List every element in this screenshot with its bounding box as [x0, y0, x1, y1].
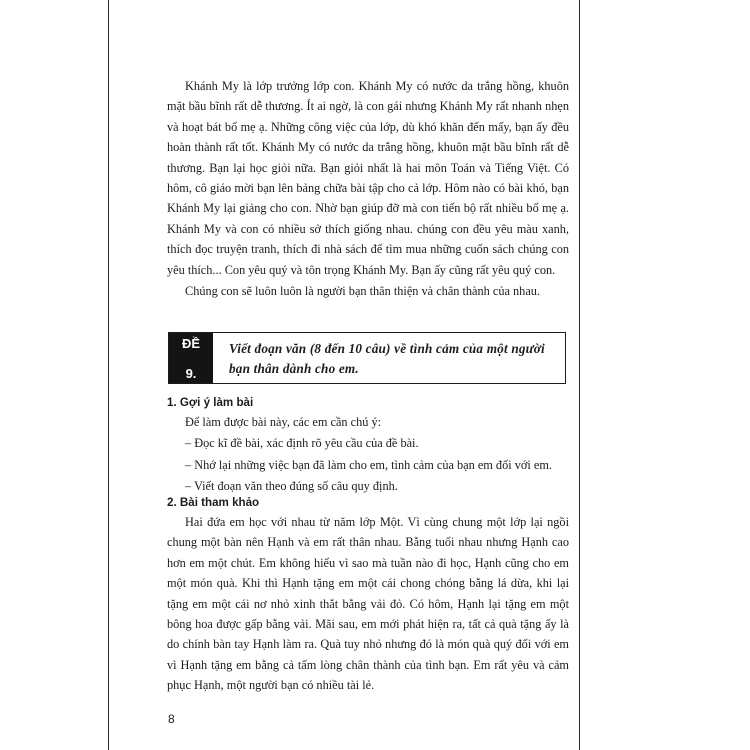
- page-number: 8: [168, 712, 175, 726]
- reference-paragraph: Hai đứa em học với nhau từ năm lớp Một. Vì cùng chung một lớp lại ngồi chung một bàn nên Hạnh và em rất thân nhau. Bằng tuổi nhau nhưng Hạnh cao hơn em một chút. Em không hiểu vì sao mà tuần nào đi học, Hạnh cũng cho em một món quà. Khi thì Hạnh tặng em một cái chong chóng bằng lá dừa, khi lại tặng em một cái nơ nhỏ xinh thắt bằng vải đỏ. Có hôm, Hạnh lại tặng em một bông hoa được gấp bằng vải. Mãi sau, em mới phát hiện ra, tất cả quà tặng ấy là do chính bàn tay Hạnh làm ra. Quà tuy nhỏ nhưng đó là món quà quý đối với em vì Hạnh tặng em bằng cả tấm lòng chân thành của tình bạn. Em rất yêu và cảm phục Hạnh, một người bạn có nhiều tài lẻ.: [167, 515, 569, 693]
- exercise-title: Viết đoạn văn (8 đến 10 câu) về tình cảm của một người bạn thân dành cho em.: [229, 341, 545, 376]
- hints-heading: 1. Gợi ý làm bài: [167, 396, 254, 409]
- exercise-label: [169, 333, 213, 383]
- exercise-box: [168, 332, 566, 384]
- passage-paragraph-1: Khánh My là lớp trưởng lớp con. Khánh My có nước da trắng hồng, khuôn mặt bầu bĩnh rất dễ thương. Ít ai ngờ, là con gái nhưng Khánh My rất nhanh nhẹn và hoạt bát bố mẹ ạ. Những công việc của lớp, dù khó khăn đến mấy, bạn ấy đều hoàn thành rất tốt. Khánh My có nước da trắng hồng, khuôn mặt bầu bĩnh rất dễ thương. Bạn lại học giỏi nữa. Bạn giỏi nhất là hai môn Toán và Tiếng Việt. Có hôm, cô giáo mời bạn lên bảng chữa bài tập cho cả lớp. Hôm nào có bài khó, bạn Khánh My lại giảng cho con. Nhờ bạn giúp đỡ mà con tiến bộ rất nhiều bố mẹ ạ. Khánh My và con có nhiều sở thích giống nhau. chúng con đều yêu màu xanh, thích đọc truyện tranh, thích đi nhà sách để tìm mua những cuốn sách chúng con yêu thích... Con yêu quý và tôn trọng Khánh My. Bạn ấy cũng rất yêu quý con.: [167, 79, 569, 277]
- reference-heading: 2. Bài tham khảo: [167, 496, 260, 509]
- hints-section: [167, 394, 569, 498]
- exercise-label-number: 9.: [185, 366, 197, 381]
- passage-1: [167, 76, 569, 301]
- exercise-label-word: ĐỀ: [181, 336, 201, 351]
- passage-paragraph-2: Chúng con sẽ luôn luôn là người bạn thân thiện và chân thành của nhau.: [185, 284, 541, 299]
- hint-item: – Đọc kĩ đề bài, xác định rõ yêu cầu của đề bài.: [185, 436, 419, 451]
- hint-item: – Viết đoạn văn theo đúng số câu quy định.: [185, 479, 398, 494]
- hint-item: Để làm được bài này, các em cần chú ý:: [185, 415, 382, 429]
- reference-section: [167, 494, 569, 696]
- hint-item: – Nhớ lại những việc bạn đã làm cho em, tình cảm của bạn em đối với em.: [185, 457, 552, 472]
